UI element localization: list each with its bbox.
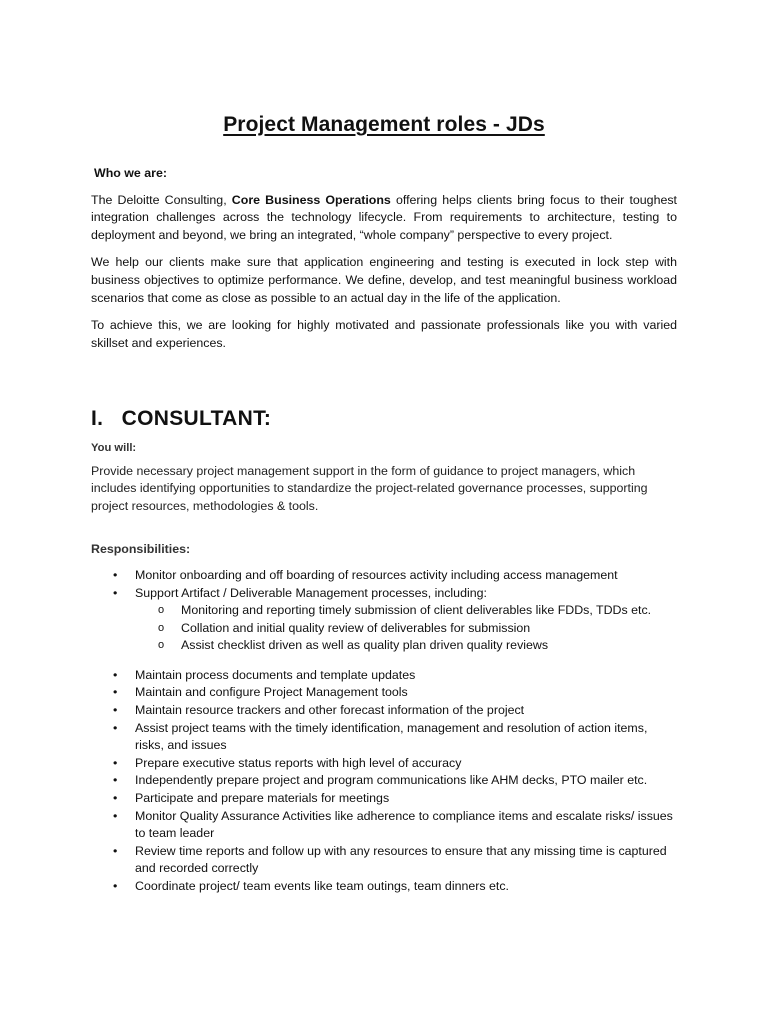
section-heading-consultant: I. CONSULTANT: (91, 407, 272, 431)
list-item (91, 843, 677, 878)
intro-text-start: The Deloitte Consulting, (91, 192, 232, 207)
sub-list-item-text: Collation and initial quality review of deliverables for submission (181, 620, 531, 635)
responsibilities-list-2 (91, 667, 677, 896)
list-item (91, 585, 677, 603)
list-item-text: Monitor Quality Assurance Activities like adherence to compliance items and escalate risks/ issues to team leader (135, 808, 673, 841)
intro-paragraph-2: We help our clients make sure that application engineering and testing is executed in lock step with business objectives to optimize performance. We define, develop, and test meaningful business workload scenarios that come as close as possible to an actual day in the life of the application. (91, 255, 677, 305)
bullet-icon: • (113, 685, 118, 700)
sub-list-item (91, 637, 677, 655)
document-body (91, 165, 677, 896)
who-we-are-heading: Who we are: (94, 166, 167, 180)
list-item (91, 772, 677, 790)
list-item-text: Participate and prepare materials for meetings (135, 791, 390, 806)
list-item (91, 702, 677, 720)
list-item-text: Maintain process documents and template updates (135, 667, 416, 682)
list-item-text: Monitor onboarding and off boarding of resources activity including access management (135, 567, 618, 582)
sub-list-item-text: Monitoring and reporting timely submission of client deliverables like FDDs, TDDs etc. (181, 603, 652, 618)
list-item-text: Prepare executive status reports with high level of accuracy (135, 755, 462, 770)
list-item (91, 567, 677, 585)
list-item-text: Maintain resource trackers and other forecast information of the project (135, 703, 525, 718)
sub-bullet-icon: o (158, 604, 165, 617)
bullet-icon: • (113, 773, 118, 788)
intro-paragraph-1 (91, 192, 677, 245)
list-item-text: Independently prepare project and program communications like AHM decks, PTO mailer etc. (135, 773, 648, 788)
you-will-label: You will: (91, 441, 137, 454)
bullet-icon: • (113, 808, 118, 823)
sub-list (91, 602, 677, 655)
bullet-icon: • (113, 667, 118, 682)
intro-text-bold: Core Business Operations (231, 192, 391, 207)
bullet-icon: • (113, 755, 118, 770)
list-item-text: Review time reports and follow up with any resources to ensure that any missing time is captured and recorded correctly (135, 843, 667, 876)
list-item (91, 720, 677, 755)
intro-paragraph-3: To achieve this, we are looking for highly motivated and passionate professionals like you with varied skillset and experiences. (91, 318, 677, 350)
responsibilities-label: Responsibilities: (91, 542, 191, 557)
bullet-icon: • (113, 703, 118, 718)
bullet-icon: • (113, 585, 118, 600)
responsibilities-list-1 (91, 567, 677, 602)
list-item (91, 790, 677, 808)
bullet-icon: • (113, 567, 118, 582)
sub-bullet-icon: o (158, 621, 165, 634)
sub-list-item (91, 602, 677, 620)
sub-list-item-text: Assist checklist driven as well as quality plan driven quality reviews (181, 638, 549, 653)
list-item-text: Maintain and configure Project Management tools (135, 685, 408, 700)
sub-list-item (91, 620, 677, 638)
list-item (91, 755, 677, 773)
bullet-icon: • (113, 843, 118, 858)
sub-bullet-icon: o (158, 639, 165, 652)
list-item (91, 667, 677, 685)
intro-text-end: offering helps clients bring focus to their toughest integration challenges across the technology lifecycle. From requirements to architecture, testing to deployment and beyond, we bring an integrated, “whole company” perspective to every project. (91, 192, 677, 242)
list-item-text: Coordinate project/ team events like team outings, team dinners etc. (135, 879, 509, 893)
bullet-icon: • (113, 720, 118, 735)
bullet-icon: • (113, 879, 118, 893)
list-item (91, 684, 677, 702)
bullet-icon: • (113, 791, 118, 806)
role-summary: Provide necessary project management support in the form of guidance to project managers, which includes identifying opportunities to standardize the project-related governance processes, supporting project resources, methodologies & tools. (91, 463, 648, 513)
list-item (91, 808, 677, 843)
document-title: Project Management roles - JDs (223, 113, 545, 136)
list-item-text: Assist project teams with the timely identification, management and resolution of action items, risks, and issues (135, 720, 648, 753)
list-item-text: Support Artifact / Deliverable Management processes, including: (135, 585, 487, 600)
list-item (91, 878, 677, 896)
